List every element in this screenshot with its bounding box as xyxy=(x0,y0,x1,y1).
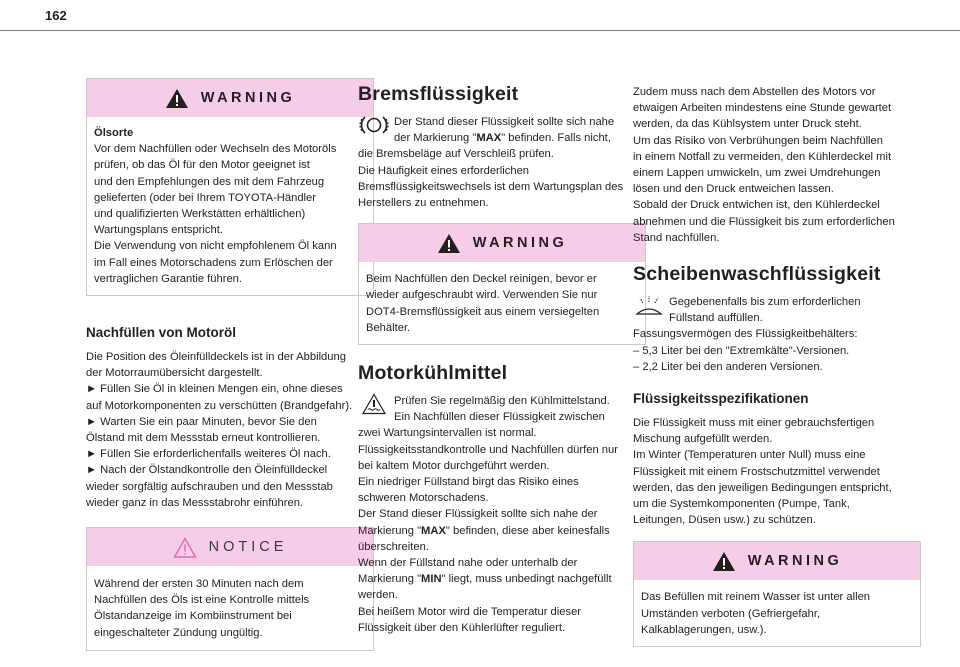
coolant-lines xyxy=(358,425,646,522)
text-line: Gegebenenfalls bis zum erforderlichen xyxy=(669,296,861,309)
text-line: Die Verwendung von nicht empfohlenem Öl kann xyxy=(94,240,337,253)
notice-triangle-icon xyxy=(173,537,197,558)
column-3 xyxy=(633,78,921,663)
text-line: Flüssigkeit mit einem Frostschutzmittel verwendet xyxy=(633,465,880,478)
text-line: um die Systemkomponenten (Pumpe, Tank, xyxy=(633,498,850,511)
warning-triangle-icon xyxy=(437,233,461,254)
text-line: Der Stand dieser Flüssigkeit sollte sich nahe xyxy=(394,116,615,128)
oil-warning-box xyxy=(86,78,374,296)
coolant-warning-icon xyxy=(358,393,390,415)
coolant-intro xyxy=(358,393,646,425)
warning-body xyxy=(87,117,373,295)
warning-body xyxy=(359,262,645,344)
notice-box xyxy=(86,527,374,651)
page-number: 162 xyxy=(45,8,67,23)
text-line: bei kaltem Motor durchgeführt werden. xyxy=(358,459,550,472)
text-line: abnehmen und die Flüssigkeit bis zum erforderlichen xyxy=(633,215,895,228)
section-title-fluid-spec: Flüssigkeitsspezifikationen xyxy=(633,391,809,407)
washer-warning-box xyxy=(633,541,921,647)
notice-title: NOTICE xyxy=(208,539,288,556)
text-line: und qualifizierten Werkstätten erhältlichen) xyxy=(94,208,306,221)
warning-body xyxy=(634,580,920,646)
header-divider xyxy=(0,30,960,31)
text-line: und den Empfehlungen des mit dem Fahrzeug xyxy=(94,175,325,188)
text-line: in einem Notfall zu vermeiden, den Kühlerdeckel mit xyxy=(633,150,892,163)
text-line: Flüssigkeitsstandkontrolle und Nachfüllen dürfen nur xyxy=(358,443,618,456)
text-line-min: Markierung "MIN" liegt, muss unbedingt nachgefüllt xyxy=(358,573,612,586)
text-line: Flüssigkeit über den Kühlerlüfter reguliert. xyxy=(358,621,566,634)
oil-refill-text xyxy=(86,349,374,511)
text-line: Wenn der Füllstand nahe oder unterhalb der xyxy=(358,557,578,570)
warning-header xyxy=(634,542,920,580)
text-line: Bei heißem Motor wird die Temperatur dieser xyxy=(358,605,582,618)
warning-text xyxy=(94,141,367,287)
text-line: Sobald der Druck entwichen ist, den Kühlerdeckel xyxy=(633,199,880,212)
washer-fluid-icon xyxy=(633,294,665,316)
text-line: Behälter. xyxy=(366,321,411,334)
text-line: einem Lappen umwickeln, um zwei Umdrehungen xyxy=(633,167,881,180)
text-line: etwaigen Arbeiten mindestens eine Stunde gewartet xyxy=(633,102,892,115)
brake-fluid-intro xyxy=(358,114,646,146)
text-line: wieder sorgfältig aufschrauben und den Messstab xyxy=(86,480,333,493)
text-line: Füllstand auffüllen. xyxy=(669,312,763,325)
warning-heading: Ölsorte xyxy=(94,127,134,139)
warning-header xyxy=(87,79,373,117)
text-line: Ölstandanzeige im Kombiinstrument bei xyxy=(94,610,292,623)
text-line-max: der Markierung "MAX" befinden. Falls nicht, xyxy=(394,132,611,145)
notice-body xyxy=(87,566,373,650)
text-line: Umständen verboten (Gefriergefahr, xyxy=(641,607,821,620)
section-title-oil-refill: Nachfüllen von Motoröl xyxy=(86,325,236,341)
warning-title: WARNING xyxy=(747,553,843,570)
text-line: auf Motorkomponenten zu verschütten (Brandgefahr). xyxy=(86,399,353,412)
text-line: prüfen, ob das Öl für den Motor geeignet ist xyxy=(94,159,310,172)
text-line: wieder ganz in das Messstabrohr einführen. xyxy=(86,496,304,509)
warning-triangle-icon xyxy=(712,551,736,572)
text-line: Um das Risiko von Verbrühungen beim Nachfüllen xyxy=(633,134,883,147)
text-line: ► Füllen Sie Öl in kleinen Mengen ein, ohne dieses xyxy=(86,383,343,396)
text-line-max: Markierung "MAX" befinden, diese aber keinesfalls xyxy=(358,524,610,537)
text-line: ► Füllen Sie erforderlichenfalls weiteres Öl nach. xyxy=(86,448,331,461)
coolant-icon-text xyxy=(394,393,646,425)
section-title-coolant: Motorkühlmittel xyxy=(358,362,508,385)
text-line: ► Warten Sie ein paar Minuten, bevor Sie den xyxy=(86,415,317,428)
text-line: Fassungsvermögen des Flüssigkeitbehälters: xyxy=(633,328,858,341)
text-line: werden, das den jeweiligen Bedingungen entspricht, xyxy=(633,481,892,494)
text-line: Wartungsplans entspricht. xyxy=(94,224,223,237)
text-line: Herstellers zu entnehmen. xyxy=(358,197,489,210)
text-line: zwei Wartungsintervallen ist normal. xyxy=(358,427,537,440)
brake-fluid-icon xyxy=(358,114,390,136)
text-line: im Fall eines Motorschadens zum Erlöschen der xyxy=(94,256,333,269)
text-line: Vor dem Nachfüllen oder Wechseln des Motoröls xyxy=(94,143,337,156)
text-line: Leitungen, Düsen usw.) zu schützen. xyxy=(633,514,816,527)
text-line: Beim Nachfüllen den Deckel reinigen, bevor er xyxy=(366,273,597,286)
text-line: Prüfen Sie regelmäßig den Kühlmittelstand. xyxy=(394,395,610,408)
column-1 xyxy=(86,78,374,667)
warning-title: WARNING xyxy=(472,235,568,252)
column-2 xyxy=(358,78,646,636)
text-line: werden, da das Kühlsystem unter Druck steht. xyxy=(633,118,862,131)
section-title-washer-fluid: Scheibenwaschflüssigkeit xyxy=(633,263,881,286)
coolant-lines-3 xyxy=(358,587,646,636)
warning-header xyxy=(359,224,645,262)
coolant-text xyxy=(358,425,646,636)
text-line: die Bremsbeläge auf Verschleiß prüfen. xyxy=(358,148,554,161)
washer-fluid-intro xyxy=(633,294,921,326)
text-line: überschreiten. xyxy=(358,540,429,553)
text-line: Bremsflüssigkeitswechsels ist dem Wartungsplan des xyxy=(358,180,624,193)
washer-icon-text xyxy=(669,294,921,326)
text-line: Das Befüllen mit reinem Wasser ist unter allen xyxy=(641,591,871,604)
coolant-lines-2 xyxy=(358,539,646,571)
text-line: Der Stand dieser Flüssigkeit sollte sich nahe der xyxy=(358,508,598,521)
washer-fluid-text xyxy=(633,326,921,375)
brake-fluid-icon-text xyxy=(394,114,646,146)
text-line: Die Position des Öleinfülldeckels ist in der Abbildung xyxy=(86,351,346,364)
brake-warning-box xyxy=(358,223,646,345)
fluid-spec-text xyxy=(633,415,921,528)
text-line: – 5,3 Liter bei den "Extremkälte"-Versionen. xyxy=(633,344,850,357)
text-line: Die Flüssigkeit muss mit einer gebrauchsfertigen xyxy=(633,417,875,430)
text-line: der Motorraumübersicht dargestellt. xyxy=(86,367,263,380)
text-line: Ein Nachfüllen dieser Flüssigkeit zwischen xyxy=(394,411,605,424)
text-line: – 2,2 Liter bei den anderen Versionen. xyxy=(633,360,823,373)
warning-triangle-icon xyxy=(165,88,189,109)
text-line: Ölstand mit dem Messstab erneut kontrollieren. xyxy=(86,432,321,445)
text-line: Nachfüllen des Öls ist eine Kontrolle mittels xyxy=(94,594,310,607)
text-line: ► Nach der Ölstandkontrolle den Öleinfülldeckel xyxy=(86,464,328,477)
text-line: DOT4-Bremsflüssigkeit aus einem versiegelten xyxy=(366,305,600,318)
text-line: vertraglichen Garantie führen. xyxy=(94,272,243,285)
section-title-brake-fluid: Bremsflüssigkeit xyxy=(358,83,519,105)
coolant-continued-text xyxy=(633,84,921,246)
text-line: lösen und den Druck entweichen lassen. xyxy=(633,183,834,196)
text-line: Kalkablagerungen, usw.). xyxy=(641,623,767,636)
text-line: Die Häufigkeit eines erforderlichen xyxy=(358,164,530,177)
text-line: Mischung aufgefüllt werden. xyxy=(633,433,773,446)
text-line: Stand nachfüllen. xyxy=(633,231,720,244)
text-line: wieder aufgeschraubt wird. Verwenden Sie nur xyxy=(366,289,598,302)
text-line: werden. xyxy=(358,589,398,602)
text-line: schweren Motorschadens. xyxy=(358,492,489,505)
notice-header xyxy=(87,528,373,566)
text-line: eingeschalteter Zündung ungültig. xyxy=(94,626,263,639)
brake-fluid-text xyxy=(358,146,646,211)
warning-title: WARNING xyxy=(200,90,296,106)
text-line: Im Winter (Temperaturen unter Null) muss eine xyxy=(633,449,866,462)
text-line: gelieferten (oder bei Ihrem TOYOTA-Händler xyxy=(94,191,316,204)
text-line: Ein niedriger Füllstand birgt das Risiko eines xyxy=(358,476,579,489)
text-line: Zudem muss nach dem Abstellen des Motors vor xyxy=(633,86,876,98)
text-line: Während der ersten 30 Minuten nach dem xyxy=(94,578,304,591)
